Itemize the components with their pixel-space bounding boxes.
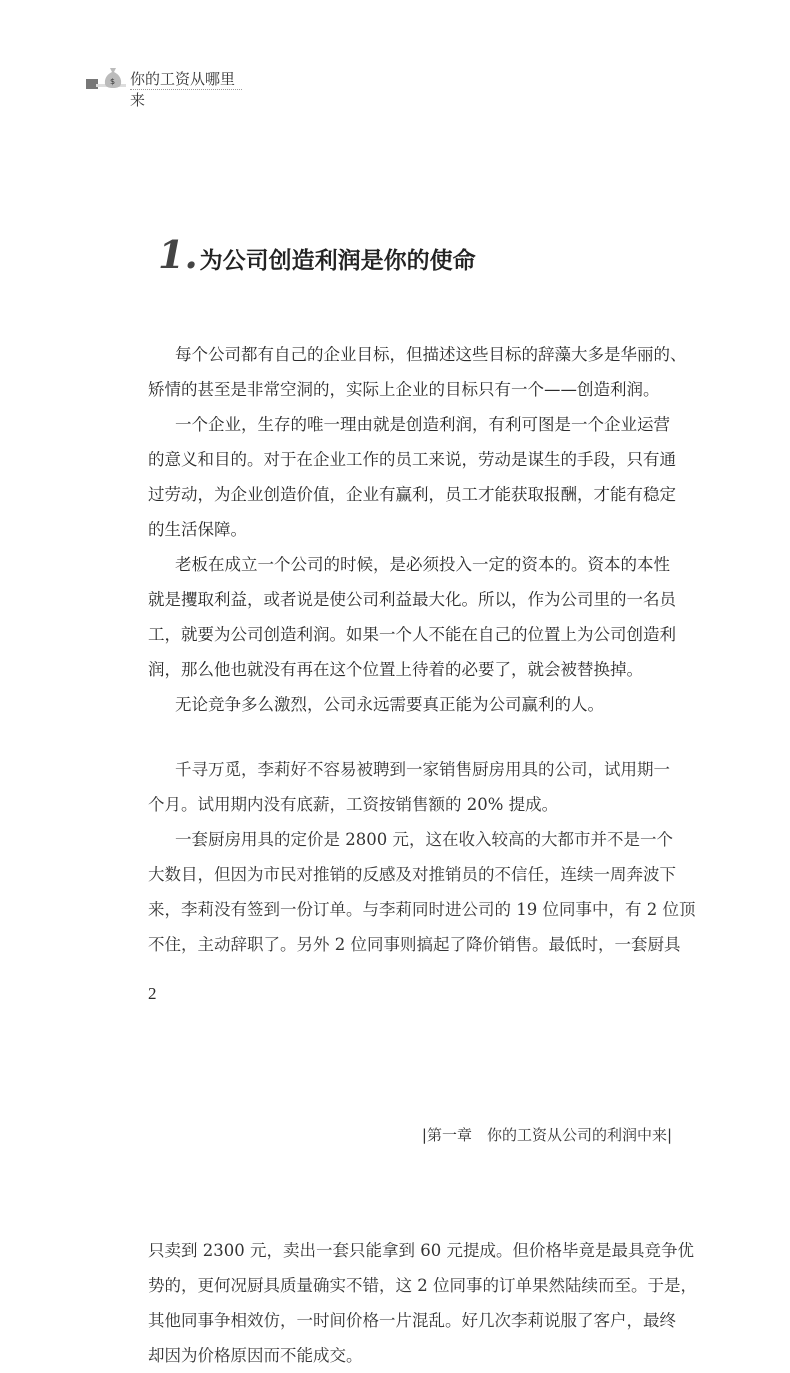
text-line: 无论竞争多么激烈，公司永远需要真正能为公司赢利的人。	[175, 695, 604, 714]
text-line: 势的，更何况厨具质量确实不错，这 2 位同事的订单果然陆续而至。于是，	[148, 1276, 697, 1295]
running-head-rule	[130, 89, 242, 90]
money-bag-icon	[86, 66, 126, 90]
story-text-page1	[148, 752, 696, 962]
text-line: 千寻万觅，李莉好不容易被聘到一家销售厨房用具的公司，试用期一	[175, 760, 670, 779]
story-text-page2	[148, 1233, 697, 1373]
section-number: 1.	[158, 232, 198, 277]
section-heading: 为公司创造利润是你的使命	[199, 248, 476, 274]
text-line: 就是攫取利益，或者说是使公司利益最大化。所以，作为公司里的一名员	[148, 590, 676, 609]
text-line: 个月。试用期内没有底薪，工资按销售额的 20% 提成。	[148, 795, 559, 814]
essay-text	[148, 337, 687, 722]
text-line: 一个企业，生存的唯一理由就是创造利润，有利可图是一个企业运营	[175, 415, 670, 434]
running-head-title: 你的工资从哪里来	[130, 70, 236, 109]
page-number: 2	[148, 984, 157, 1003]
text-line: 过劳动，为企业创造价值，企业有赢利，员工才能获取报酬，才能有稳定	[148, 485, 676, 504]
text-line: 每个公司都有自己的企业目标，但描述这些目标的辞藻大多是华丽的、	[175, 345, 687, 364]
text-line: 不住，主动辞职了。另外 2 位同事则搞起了降价销售。最低时，一套厨具	[148, 935, 681, 954]
text-line: 一套厨房用具的定价是 2800 元，这在收入较高的大都市并不是一个	[175, 830, 673, 849]
section-title	[158, 232, 476, 277]
text-line: 润，那么他也就没有再在这个位置上待着的必要了，就会被替换掉。	[148, 660, 643, 679]
text-line: 其他同事争相效仿，一时间价格一片混乱。好几次李莉说服了客户，最终	[148, 1311, 676, 1330]
text-line: 来，李莉没有签到一份订单。与李莉同时进公司的 19 位同事中，有 2 位顶	[148, 900, 696, 919]
text-line: 矫情的甚至是非常空洞的，实际上企业的目标只有一个——创造利润。	[148, 380, 660, 399]
svg-text:$: $	[110, 77, 116, 86]
running-head	[86, 62, 246, 109]
text-line: 的生活保障。	[148, 520, 247, 539]
text-line: 老板在成立一个公司的时候，是必须投入一定的资本的。资本的本性	[175, 555, 670, 574]
text-line: 工，就要为公司创造利润。如果一个人不能在自己的位置上为公司创造利	[148, 625, 676, 644]
text-line: 的意义和目的。对于在企业工作的员工来说，劳动是谋生的手段，只有通	[148, 450, 676, 469]
text-line: 却因为价格原因而不能成交。	[148, 1346, 363, 1365]
text-line: 大数目，但因为市民对推销的反感及对推销员的不信任，连续一周奔波下	[148, 865, 676, 884]
chapter-header: |第一章 你的工资从公司的利润中来|	[421, 1126, 672, 1144]
text-line: 只卖到 2300 元，卖出一套只能拿到 60 元提成。但价格毕竟是最具竞争优	[148, 1241, 694, 1260]
